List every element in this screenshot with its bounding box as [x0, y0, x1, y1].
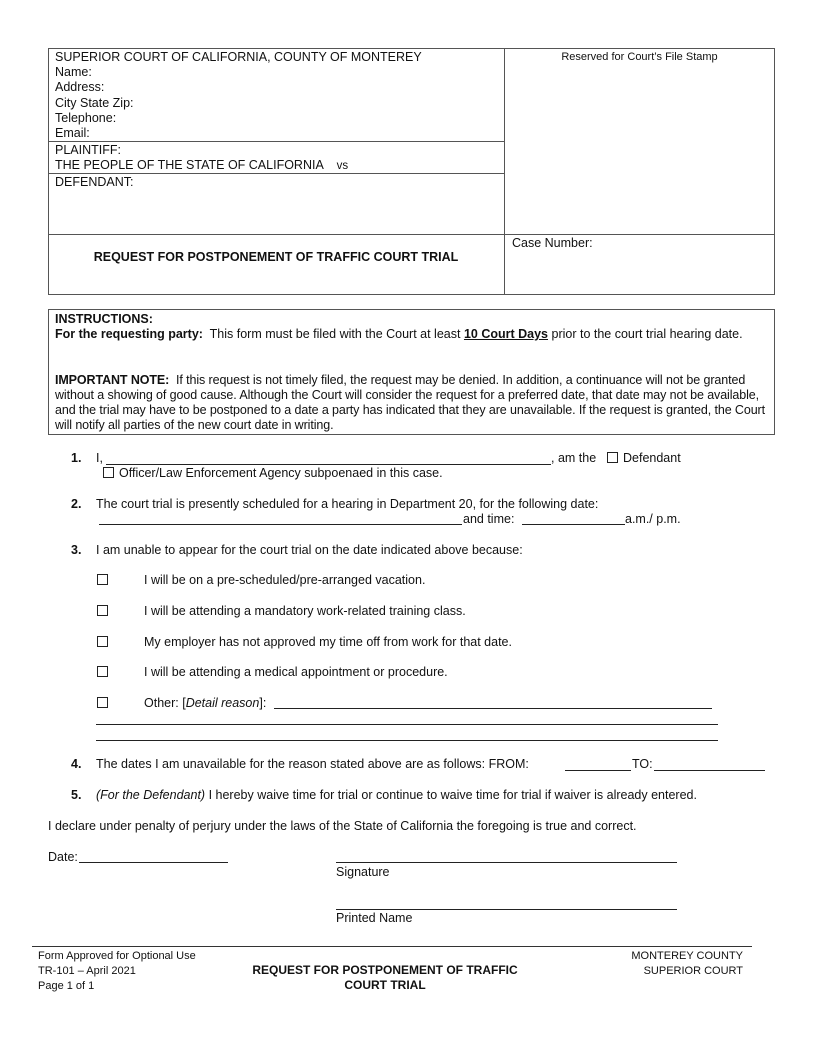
declaration-text: I declare under penalty of perjury under the laws of the State of California the foregoing is true and correct. [48, 819, 637, 833]
item-3-text: I am unable to appear for the court trial on the date indicated above because: [96, 543, 523, 557]
printed-name-field[interactable] [336, 909, 677, 910]
requesting-party-text1: This form must be filed with the Court at least [209, 327, 461, 341]
other-reason-field-line-2[interactable] [96, 724, 718, 725]
item-4-to: TO: [632, 757, 653, 771]
court-days-value: 10 Court Days [463, 327, 549, 341]
declarant-name-field[interactable] [106, 464, 551, 465]
reason-other-checkbox[interactable] [97, 697, 108, 708]
footer-title-line-2: COURT TRIAL [344, 978, 426, 992]
reason-vacation-label: I will be on a pre-scheduled/pre-arranged vacation. [144, 573, 426, 587]
address-label: Address: [55, 80, 105, 94]
reason-vacation-checkbox[interactable] [97, 574, 108, 585]
defendant-label: DEFENDANT: [55, 175, 134, 189]
item-1-prefix: I, [96, 451, 103, 465]
footer-title-line-1: REQUEST FOR POSTPONEMENT OF TRAFFIC [252, 963, 518, 977]
hearing-date-field[interactable] [99, 524, 462, 525]
footer-approved: Form Approved for Optional Use [38, 950, 196, 962]
name-label: Name: [55, 65, 92, 79]
footer-county-line-2: SUPERIOR COURT [643, 965, 743, 977]
other-label-close: ]: [259, 696, 267, 710]
footer-page: Page 1 of 1 [38, 980, 95, 992]
item-5-body: I hereby waive time for trial or continue to waive time for trial if waiver is already entered. [208, 788, 697, 802]
form-title: REQUEST FOR POSTPONEMENT OF TRAFFIC COURT TRIAL [93, 250, 459, 264]
defendant-option-label: Defendant [623, 451, 681, 465]
item-4-number: 4. [71, 757, 82, 771]
reason-medical-label: I will be attending a medical appointment or procedure. [144, 665, 448, 679]
footer-form-id: TR-101 – April 2021 [38, 965, 136, 977]
item-1-am-the: , am the [551, 451, 597, 465]
court-name: SUPERIOR COURT OF CALIFORNIA, COUNTY OF MONTEREY [55, 50, 422, 64]
caption-divider-plaintiff [48, 141, 504, 142]
signature-field[interactable] [336, 862, 677, 863]
item-3-number: 3. [71, 543, 82, 557]
telephone-label: Telephone: [55, 111, 117, 125]
reason-other-label [144, 696, 266, 711]
unavailable-to-field[interactable] [654, 770, 765, 771]
reason-employer-checkbox[interactable] [97, 636, 108, 647]
important-note-label: IMPORTANT NOTE: [55, 373, 170, 387]
requesting-party-text2: prior to the court trial hearing date. [551, 327, 743, 341]
reason-medical-checkbox[interactable] [97, 666, 108, 677]
requesting-party-label: For the requesting party: [55, 327, 203, 341]
footer-county-line-1: MONTEREY COUNTY [631, 950, 743, 962]
item-2-and-time: and time: [463, 512, 515, 526]
item-5-text [96, 788, 697, 803]
item-5-paren: (For the Defendant) [96, 788, 206, 802]
plaintiff-name: THE PEOPLE OF THE STATE OF CALIFORNIA [55, 158, 324, 172]
item-1-number: 1. [71, 451, 82, 465]
other-reason-field-line-3[interactable] [96, 740, 718, 741]
versus-text: vs [336, 160, 349, 172]
other-label-open: Other: [ [144, 696, 186, 710]
unavailable-from-field[interactable] [565, 770, 631, 771]
caption-divider-vertical [504, 48, 505, 295]
reason-training-label: I will be attending a mandatory work-related training class. [144, 604, 466, 618]
item-4-text: The dates I am unavailable for the reason stated above are as follows: FROM: [96, 757, 529, 771]
hearing-time-field[interactable] [522, 524, 625, 525]
item-2-ampm: a.m./ p.m. [625, 512, 681, 526]
other-reason-field-line-1[interactable] [274, 708, 712, 709]
plaintiff-label: PLAINTIFF: [55, 143, 121, 157]
important-note-text: If this request is not timely filed, the request may be denied. In addition, a continuance will not be granted without a showing of good cause. Although the Court will consider the request for a preferred date, that date may not be available, and the trial may have to be postponed to a date a party has indicated that they are unavailable. If the request is granted, the Court will notify all parties of the new court date in writing. [55, 373, 765, 432]
instructions-heading: INSTRUCTIONS: [55, 312, 153, 326]
caption-divider-title [48, 234, 775, 235]
item-5-number: 5. [71, 788, 82, 802]
other-detail-hint: Detail reason [185, 696, 260, 710]
instructions-requesting-party [55, 327, 769, 342]
defendant-checkbox[interactable] [607, 452, 618, 463]
item-2-text: The court trial is presently scheduled for a hearing in Department 20, for the following date: [96, 497, 599, 511]
file-stamp-label: Reserved for Court’s File Stamp [561, 51, 718, 63]
item-2-number: 2. [71, 497, 82, 511]
signature-label: Signature [336, 865, 390, 879]
instructions-important-note [55, 373, 777, 433]
officer-option-label: Officer/Law Enforcement Agency subpoenaed in this case. [119, 466, 443, 480]
reason-employer-label: My employer has not approved my time off from work for that date. [144, 635, 512, 649]
email-label: Email: [55, 126, 90, 140]
plaintiff-value [55, 158, 348, 174]
printed-name-label: Printed Name [336, 911, 413, 925]
case-number-label: Case Number: [512, 236, 593, 250]
reason-training-checkbox[interactable] [97, 605, 108, 616]
date-field[interactable] [79, 862, 228, 863]
footer-rule [32, 946, 752, 947]
officer-checkbox[interactable] [103, 467, 114, 478]
date-label: Date: [48, 850, 78, 864]
city-state-zip-label: City State Zip: [55, 96, 134, 110]
